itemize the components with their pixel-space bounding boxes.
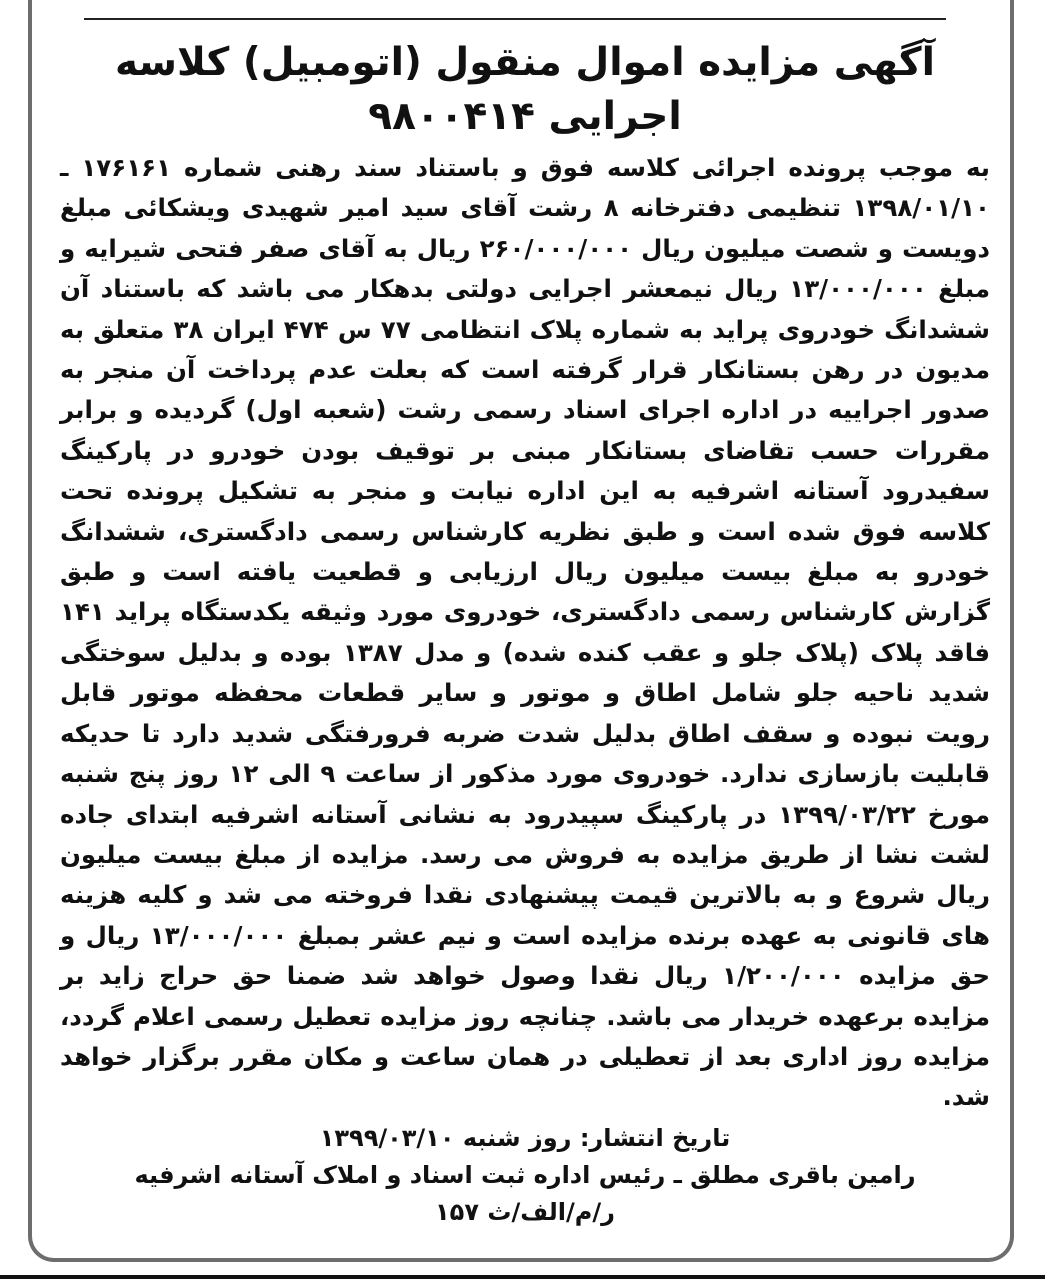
top-divider bbox=[84, 18, 946, 20]
signature-line: رامین باقری مطلق ـ رئیس اداره ثبت اسناد و املاک آستانه اشرفیه bbox=[134, 1160, 916, 1189]
notice-footer bbox=[60, 1120, 990, 1231]
notice-body: به موجب پرونده اجرائی کلاسه فوق و باستناد سند رهنی شماره ۱۷۶۱۶۱ ـ ۱۳۹۸/۰۱/۱۰ تنظیمی دفترخانه ۸ رشت آقای سید امیر شهیدی ویشکائی مبلغ دویست و شصت میلیون ریال ۲۶۰/۰۰۰/۰۰۰ ریال به آقای صفر فتحی شیرایه و مبلغ ۱۳/۰۰۰/۰۰۰ ریال نیمعشر اجرایی دولتی بدهکار می باشد که باستناد آن ششدانگ خودروی پراید به شماره پلاک انتظامی ۷۷ س ۴۷۴ ایران ۳۸ متعلق به مدیون در رهن بستانکار قرار گرفته است که بعلت عدم پرداخت آن منجر به صدور اجراییه در اداره اجرای اسناد رسمی رشت (شعبه اول) گردیده و برابر مقررات حسب تقاضای بستانکار مبنی بر توقیف بودن خودرو در پارکینگ سفیدرود آستانه اشرفیه به این اداره نیابت و منجر به تشکیل پرونده تحت کلاسه فوق شده است و طبق نظریه کارشناس رسمی دادگستری، ششدانگ خودرو به مبلغ بیست میلیون ریال ارزیابی و قطعیت یافته است و طبق گزارش کارشناس رسمی دادگستری، خودروی مورد وثیقه یکدستگاه پراید ۱۴۱ فاقد پلاک (پلاک جلو و عقب کنده شده) و مدل ۱۳۸۷ بوده و بدلیل سوختگی شدید ناحیه جلو شامل اطاق و موتور و سایر قطعات محفظه موتور قابل رویت نبوده و سقف اطاق بدلیل شدت ضربه فرورفتگی شدید دارد تا حدیکه قابلیت بازسازی ندارد. خودروی مورد مذکور از ساعت ۹ الی ۱۲ روز پنج شنبه مورخ ۱۳۹۹/۰۳/۲۲ در پارکینگ سپیدرود به نشانی آستانه اشرفیه ابتدای جاده لشت نشا از طریق مزایده به فروش می رسد. مزایده از مبلغ بیست میلیون ریال شروع و به بالاترین قیمت پیشنهادی نقدا فروخته می شد و کلیه هزینه های قانونی به عهده برنده مزایده است و نیم عشر بمبلغ ۱۳/۰۰۰/۰۰۰ ریال و حق مزایده ۱/۲۰۰/۰۰۰ ریال نقدا وصول خواهد شد ضمنا حق حراج زاید بر مزایده برعهده خریدار می باشد. چنانچه روز مزایده تعطیل رسمی اعلام گردد، مزایده روز اداری بعد از تعطیلی در همان ساعت و مکان مقرر برگزار خواهد شد. bbox=[60, 153, 991, 1112]
notice-title: آگهی مزایده اموال منقول (اتومبیل) کلاسه اجرایی ۹۸۰۰۴۱۴ bbox=[115, 40, 935, 139]
notice-content bbox=[60, 36, 990, 1231]
publish-date: تاریخ انتشار: روز شنبه ۱۳۹۹/۰۳/۱۰ bbox=[319, 1123, 731, 1152]
reference-code: ر/م/الف/ث ۱۵۷ bbox=[435, 1197, 615, 1226]
bottom-divider bbox=[0, 1275, 1045, 1279]
